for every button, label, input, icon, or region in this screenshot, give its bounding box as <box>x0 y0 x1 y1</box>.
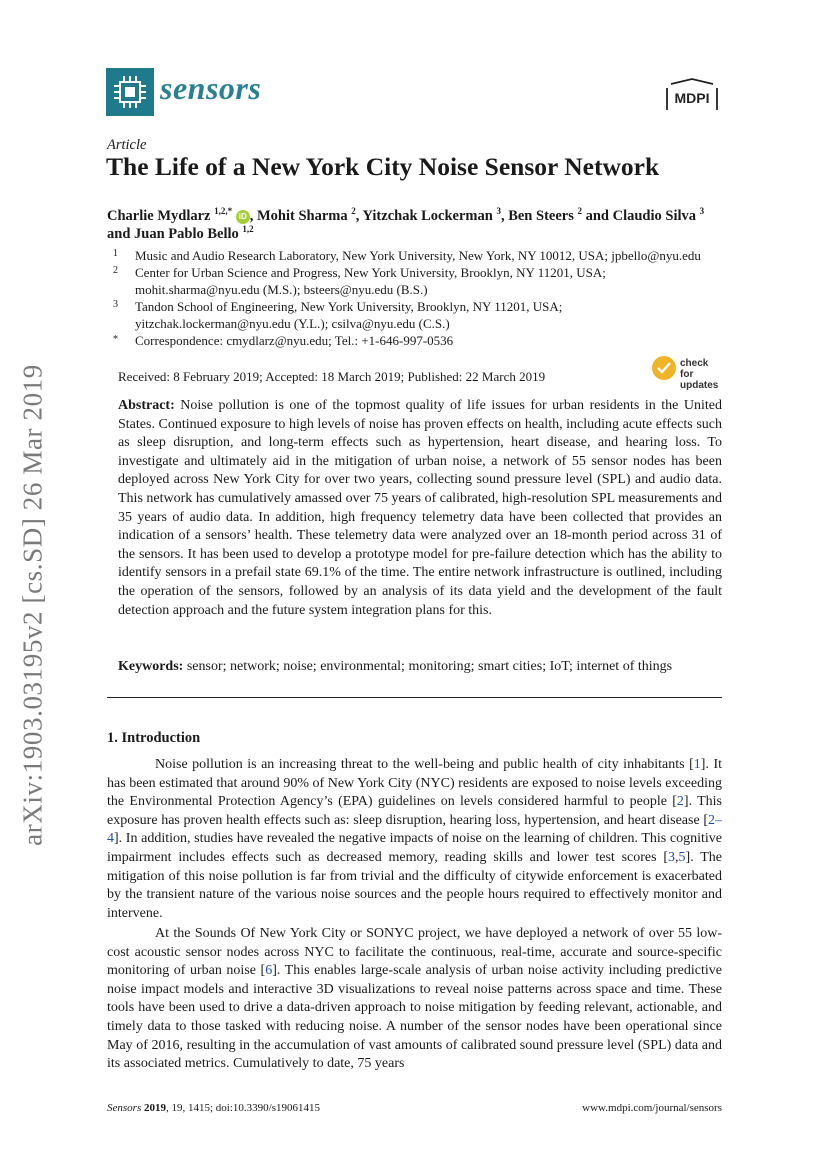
author-affil: 3 <box>496 206 501 216</box>
keywords-label: Keywords: <box>118 659 184 674</box>
affiliation-mark: 3 <box>113 299 118 310</box>
author-line-2: and Juan Pablo Bello $^{1,2}$ <box>107 224 254 242</box>
paragraph-text: ]. This enables large-scale analysis of urban noise activity including predictive noise impact models and interactive 3D visualizations to reveal noise patterns across space and time. These tools have been used to drive a data-driven approach to noise mitigation by feeding relevant, actionable, and timely data to those tasked with reducing noise. A number of the sensor nodes have been operational since May of 2016, resulting in the accumulation of vast amounts of calibrated sound pressure level (SPL) data and its associated metrics. Cumulatively to date, 75 years <box>107 963 722 1072</box>
arxiv-id: arXiv:1903.03195v2 [cs.SD] 26 Mar 2019 <box>17 364 48 846</box>
correspondence: Correspondence: cmydlarz@nyu.edu; Tel.: +1-646-997-0536 <box>135 333 454 348</box>
citation-link[interactable]: 5 <box>678 849 686 865</box>
paragraph-text: ]. This exposure has proven health effects such as: sleep disruption, hearing loss, hypertension, and heart disease [ <box>107 794 722 828</box>
citation-link[interactable]: 6 <box>265 963 273 979</box>
intro-paragraph-1 <box>107 756 722 923</box>
check-for-updates-badge[interactable] <box>652 356 724 391</box>
footer-year: 2019 <box>143 1102 166 1114</box>
author-name: Yitzchak Lockerman <box>362 207 493 224</box>
article-type: Article <box>107 137 147 153</box>
divider <box>107 697 722 698</box>
author-name: Ben Steers <box>508 207 574 224</box>
affiliation-3-emails: yitzchak.lockerman@nyu.edu (Y.L.); csilva@nyu.edu (C.S.) <box>135 316 450 331</box>
author-affil: 2 <box>351 206 356 216</box>
publication-dates: Received: 8 February 2019; Accepted: 18 March 2019; Published: 22 March 2019 <box>118 369 546 384</box>
author-affil: 3 <box>699 206 705 216</box>
journal-logo-icon <box>106 68 154 116</box>
keywords <box>118 658 722 677</box>
mdpi-logo <box>663 78 721 112</box>
intro-paragraph-2 <box>107 925 722 1074</box>
paragraph-text: At the Sounds Of New York City or SONYC project, we have deployed a network of over 55 low-cost acoustic sensor nodes across NYC to facilitate the continuous, real-time, accurate and source-specific monitoring of urban noise [ <box>107 926 722 979</box>
paragraph-text: ]. It has been estimated that around 90% of New York City (NYC) residents are exposed to noise levels exceeding the Environmental Protection Agency’s (EPA) guidelines on levels considered harmful to people [ <box>107 757 722 810</box>
footer-url[interactable]: www.mdpi.com/journal/sensors <box>582 1102 722 1114</box>
check-updates-icon <box>652 356 676 380</box>
author-name: Juan Pablo Bello <box>134 225 239 242</box>
affiliation-mark: 1 <box>113 248 118 259</box>
affiliation-2-emails: mohit.sharma@nyu.edu (M.S.); bsteers@nyu.edu (B.S.) <box>135 282 428 297</box>
footer-citation <box>107 1102 320 1114</box>
affiliation-mark: * <box>113 334 118 345</box>
footer-citation-rest: , 19, 1415; doi:10.3390/s19061415 <box>165 1102 320 1114</box>
author-line-1: Charlie Mydlarz $^{1,2,*}$ iD , Mohit Sharma $^2$, Yitzchak Lockerman $^3$, Ben Steers $^2$ and Claudio Silva $^3$ <box>107 206 705 224</box>
orcid-icon[interactable]: iD <box>236 210 250 224</box>
affiliation-mark: 2 <box>113 265 118 276</box>
citation-link[interactable]: 1 <box>693 757 701 772</box>
author-affil: 1,2,* <box>214 206 233 216</box>
section-heading: 1. Introduction <box>107 730 201 746</box>
citation-link[interactable]: 2 <box>676 794 684 810</box>
paper-title: The Life of a New York City Noise Sensor Network <box>106 152 660 181</box>
abstract-label: Abstract: <box>118 398 175 413</box>
affiliation-2: Center for Urban Science and Progress, New York University, Brooklyn, NY 11201, USA; <box>135 265 606 280</box>
check-updates-line1: check for <box>680 358 709 380</box>
paragraph-text: ]. In addition, studies have revealed the negative impacts of noise on the learning of children. This cognitive impairment includes effects such as decreased memory, reading skills and lower test scores [ <box>107 831 722 865</box>
footer-journal: Sensors <box>107 1102 142 1114</box>
author-name: Claudio Silva <box>612 207 697 224</box>
journal-name: sensors <box>160 70 262 106</box>
author-name: Mohit Sharma <box>257 207 348 224</box>
abstract <box>118 397 722 620</box>
affiliation-3: Tandon School of Engineering, New York University, Brooklyn, NY 11201, USA; <box>135 299 563 314</box>
abstract-text: Noise pollution is one of the topmost quality of life issues for urban residents in the United States. Continued exposure to high levels of noise has proven effects on health, including acute effects such as sleep disruption, and long-term effects such as hypertension, heart disease, and hearing loss. To investigate and ultimately aid in the mitigation of urban noise, a network of 55 sensor nodes has been deployed across New York City for over two years, collecting sound pressure level (SPL) and audio data. This network has cumulatively amassed over 75 years of calibrated, high-resolution SPL measurements and 35 years of audio data. In addition, high frequency telemetry data have been collected that provides an indication of a sensors’ health. These telemetry data were analyzed over an 18-month period across 31 of the sensors. It has been used to develop a prototype model for pre-failure detection which has the ability to identify sensors in a prefail state 69.1% of the time. The entire network infrastructure is outlined, including the operation of the sensors, followed by an analysis of its data yield and the development of the fault detection approach and the future system integration plans for this. <box>118 398 723 618</box>
keywords-text: sensor; network; noise; environmental; monitoring; smart cities; IoT; internet of things <box>186 659 673 674</box>
paragraph-text: ]. The mitigation of this noise pollution is far from trivial and the difficulty of citywide enforcement is exacerbated by the transient nature of the various noise sources and the people hours required to effectively monitor and intervene. <box>107 849 722 921</box>
citation-link[interactable]: 3 <box>668 849 676 865</box>
publisher-name: MDPI <box>674 90 710 106</box>
affiliation-1: Music and Audio Research Laboratory, New York University, New York, NY 10012, USA; jpbello@nyu.edu <box>135 248 701 263</box>
author-affil: 2 <box>577 206 582 216</box>
paragraph-text: Noise pollution is an increasing threat to the well-being and public health of city inhabitants [ <box>155 757 694 772</box>
citation-link[interactable]: 2–4 <box>107 812 722 847</box>
author-affil: 1,2 <box>242 224 254 234</box>
check-updates-line2: updates <box>680 380 719 391</box>
paragraph-text: , <box>675 849 679 865</box>
author-name: Charlie Mydlarz <box>107 207 211 224</box>
